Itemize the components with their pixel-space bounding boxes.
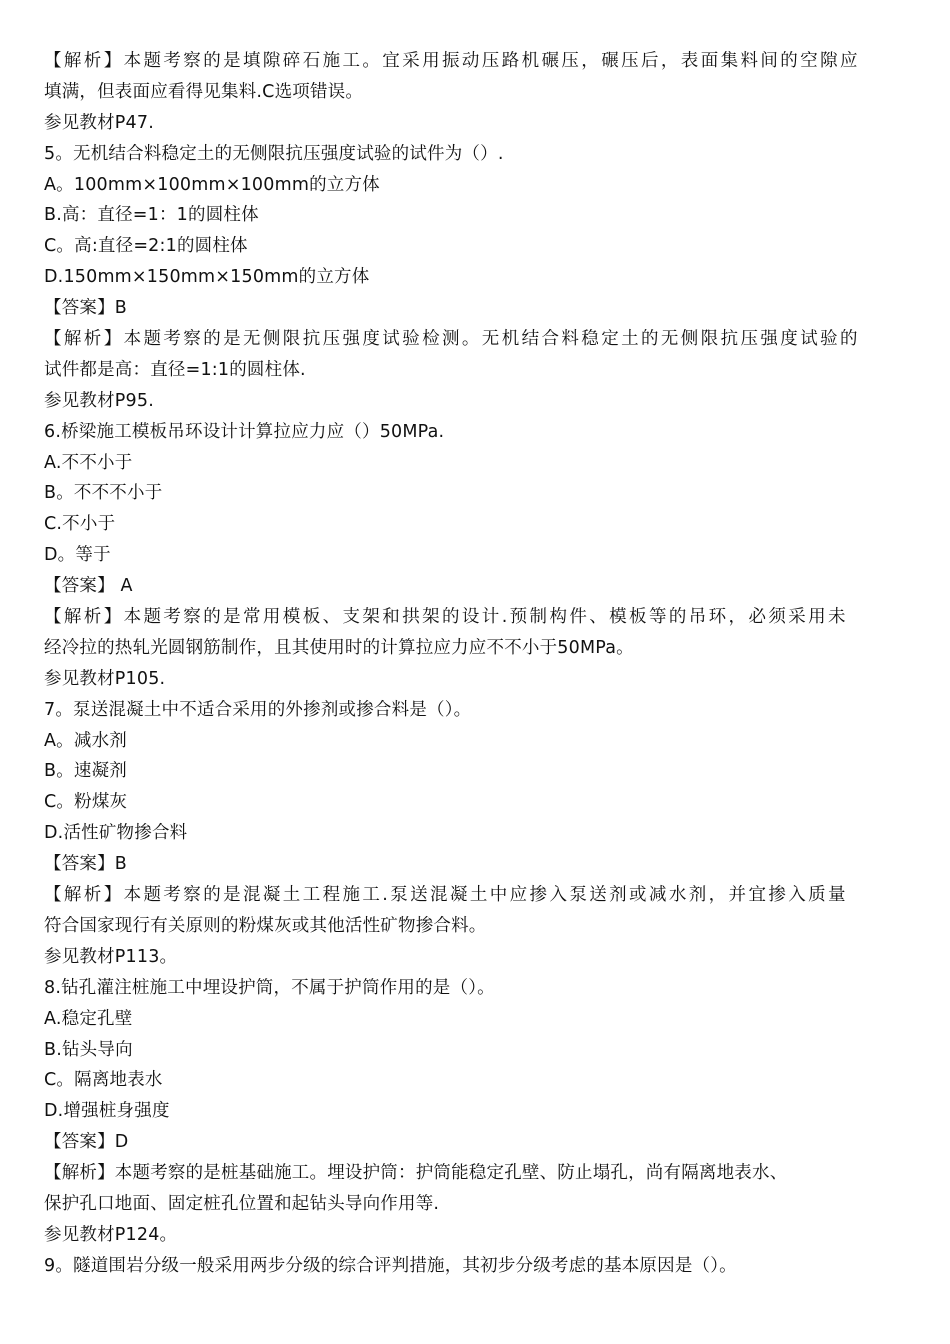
answer-line: 【答案】D: [44, 1132, 129, 1153]
option-line: C.不小于: [44, 514, 116, 535]
option-line: D.活性矿物掺合料: [44, 823, 188, 844]
answer-line: 【答案】 A: [44, 576, 133, 597]
analysis-line: 符合国家现行有关原则的粉煤灰或其他活性矿物掺合料。: [44, 915, 487, 936]
answer-line: 【答案】B: [44, 854, 128, 875]
option-line: B.钻头导向: [44, 1039, 133, 1060]
option-line: B。速凝剂: [44, 761, 128, 782]
reference-line: 参见教材P124。: [44, 1224, 178, 1245]
text-line: 参见教材P47.: [44, 112, 154, 133]
analysis-line: 保护孔口地面、固定桩孔位置和起钻头导向作用等.: [44, 1193, 440, 1214]
option-line: B。不不不小于: [44, 483, 163, 504]
option-line: A。减水剂: [44, 730, 127, 751]
reference-line: 参见教材P95.: [44, 390, 154, 411]
option-line: D.150mm×150mm×150mm的立方体: [44, 267, 370, 288]
answer-line: 【答案】B: [44, 298, 128, 319]
option-line: C。高:直径=2:1的圆柱体: [44, 236, 248, 257]
option-line: B.高：直径=1：1的圆柱体: [44, 205, 259, 226]
question-stem: 8.钻孔灌注桩施工中埋设护筒，不属于护筒作用的是（）。: [44, 977, 495, 998]
option-line: C。粉煤灰: [44, 792, 128, 813]
reference-line: 参见教材P105.: [44, 668, 166, 689]
option-line: A.不不小于: [44, 452, 133, 473]
analysis-line: 【解析】本题考察的是桩基础施工。埋设护筒：护筒能稳定孔壁、防止塌孔，尚有隔离地表水、: [44, 1163, 788, 1184]
option-line: A。100mm×100mm×100mm的立方体: [44, 174, 380, 195]
option-line: D.增强桩身强度: [44, 1101, 170, 1122]
analysis-line: 【解析】本题考察的是混凝土工程施工.泵送混凝土中应掺入泵送剂或减水剂，并宜掺入质量: [44, 885, 848, 906]
question-stem: 5。无机结合料稳定土的无侧限抗压强度试验的试件为（）.: [44, 143, 504, 164]
question-stem: 9。隧道围岩分级一般采用两步分级的综合评判措施，其初步分级考虑的基本原因是（）。: [44, 1255, 737, 1276]
analysis-line: 经冷拉的热轧光圆钢筋制作，且其使用时的计算拉应力应不不小于50MPa。: [44, 637, 634, 658]
reference-line: 参见教材P113。: [44, 946, 178, 967]
question-stem: 6.桥梁施工模板吊环设计计算拉应力应（）50MPa.: [44, 421, 445, 442]
analysis-line: 【解析】本题考察的是常用模板、支架和拱架的设计.预制构件、模板等的吊环，必须采用未: [44, 607, 848, 628]
analysis-line: 【解析】本题考察的是无侧限抗压强度试验检测。无机结合料稳定土的无侧限抗压强度试验的: [44, 329, 860, 350]
analysis-line: 试件都是高：直径=1:1的圆柱体.: [44, 359, 306, 380]
option-line: D。等于: [44, 545, 111, 566]
question-stem: 7。泵送混凝土中不适合采用的外掺剂或掺合料是（）。: [44, 699, 472, 720]
option-line: A.稳定孔壁: [44, 1008, 133, 1029]
text-line: 填满，但表面应看得见集料.C选项错误。: [44, 81, 364, 102]
text-line: 【解析】本题考察的是填隙碎石施工。宜采用振动压路机碾压，碾压后，表面集料间的空隙应: [44, 51, 860, 71]
option-line: C。隔离地表水: [44, 1070, 163, 1091]
